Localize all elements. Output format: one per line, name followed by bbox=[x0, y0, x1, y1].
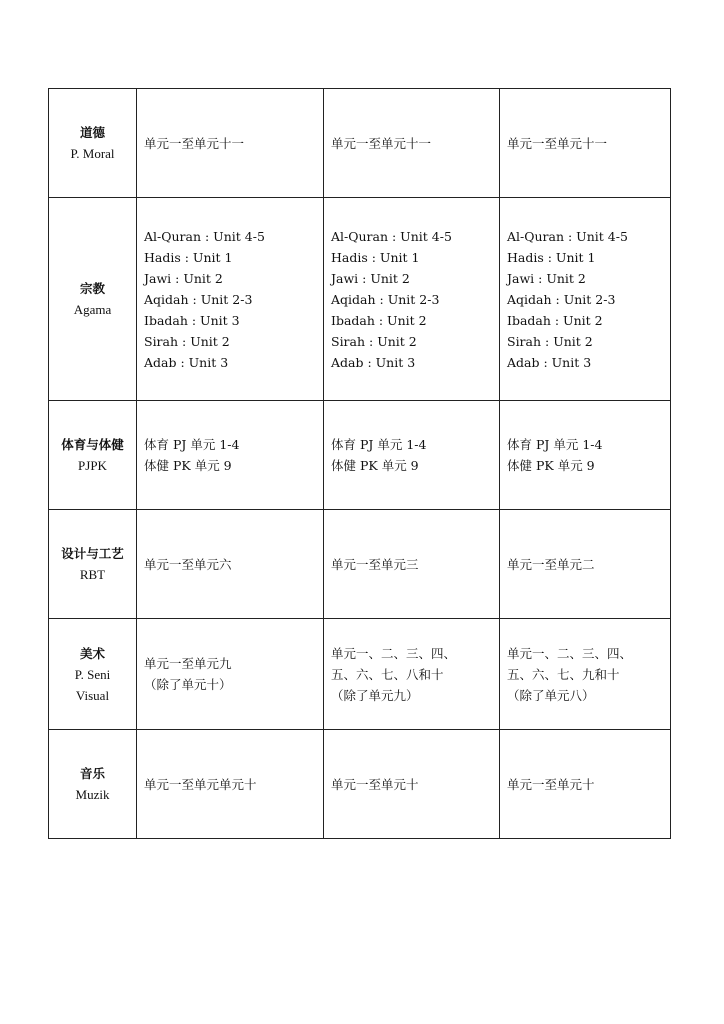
content-line: 体健 PK 单元 9 bbox=[331, 458, 419, 473]
row-seni-visual bbox=[49, 619, 671, 730]
content-line: 单元一至单元十一 bbox=[507, 135, 608, 151]
content-cell bbox=[500, 510, 671, 619]
content-line: Al-Quran : Unit 4-5 bbox=[144, 228, 265, 244]
subject-cell bbox=[49, 619, 137, 730]
content-line: 体健 PK 单元 9 bbox=[144, 458, 232, 473]
content-line: 五、六、七、九和十 bbox=[507, 666, 620, 682]
content-cell bbox=[137, 198, 324, 401]
subject-zh: 音乐 bbox=[79, 766, 105, 781]
content-line: 单元一至单元九 bbox=[144, 656, 232, 671]
content-cell bbox=[324, 730, 500, 839]
content-cell bbox=[500, 89, 671, 198]
content-line: Hadis : Unit 1 bbox=[331, 249, 420, 265]
subject-zh: 宗教 bbox=[79, 281, 105, 296]
content-cell bbox=[137, 401, 324, 510]
subject-cell bbox=[49, 198, 137, 401]
content-line: Ibadah : Unit 2 bbox=[507, 312, 603, 328]
subject-cell bbox=[49, 730, 137, 839]
row-moral bbox=[49, 89, 671, 198]
content-line: Jawi : Unit 2 bbox=[144, 270, 223, 286]
content-line: 体健 PK 单元 9 bbox=[507, 458, 595, 473]
content-line: 单元一至单元十一 bbox=[331, 135, 432, 151]
row-pjpk bbox=[49, 401, 671, 510]
row-agama bbox=[49, 198, 671, 401]
subject-zh: 美术 bbox=[79, 645, 105, 661]
content-line: （除了单元八） bbox=[507, 687, 595, 703]
content-line: Hadis : Unit 1 bbox=[144, 249, 233, 265]
content-line: Hadis : Unit 1 bbox=[507, 249, 596, 265]
subject-cell bbox=[49, 401, 137, 510]
subject-cell bbox=[49, 89, 137, 198]
content-cell bbox=[324, 619, 500, 730]
subject-cell bbox=[49, 510, 137, 619]
content-cell bbox=[137, 730, 324, 839]
content-line: Sirah : Unit 2 bbox=[144, 333, 230, 349]
content-line: 单元一、二、三、四、 bbox=[331, 645, 457, 661]
content-cell bbox=[137, 619, 324, 730]
content-line: 单元一至单元六 bbox=[144, 556, 232, 572]
subject-ms: Agama bbox=[73, 302, 112, 317]
content-cell bbox=[324, 89, 500, 198]
content-cell bbox=[137, 510, 324, 619]
subject-ms: P. Moral bbox=[70, 146, 115, 161]
syllabus-table bbox=[48, 88, 671, 839]
content-line: （除了单元九） bbox=[331, 687, 419, 703]
content-line: Aqidah : Unit 2-3 bbox=[507, 291, 616, 307]
content-line: Aqidah : Unit 2-3 bbox=[144, 291, 253, 307]
content-cell bbox=[324, 401, 500, 510]
content-line: 单元一至单元三 bbox=[331, 556, 419, 572]
subject-ms: PJPK bbox=[78, 458, 107, 473]
content-line: Sirah : Unit 2 bbox=[331, 333, 417, 349]
content-cell bbox=[137, 89, 324, 198]
content-line: 单元一至单元单元十 bbox=[144, 776, 257, 792]
content-line: 体育 PJ 单元 1-4 bbox=[144, 437, 240, 452]
content-line: 五、六、七、八和十 bbox=[331, 666, 444, 682]
content-line: Ibadah : Unit 3 bbox=[144, 312, 240, 328]
content-cell bbox=[324, 510, 500, 619]
subject-zh: 道德 bbox=[79, 125, 105, 140]
content-cell bbox=[500, 730, 671, 839]
content-line: Ibadah : Unit 2 bbox=[331, 312, 427, 328]
content-line: Aqidah : Unit 2-3 bbox=[331, 291, 440, 307]
row-muzik bbox=[49, 730, 671, 839]
content-cell bbox=[500, 198, 671, 401]
subject-zh: 体育与体健 bbox=[61, 437, 124, 452]
content-line: Jawi : Unit 2 bbox=[331, 270, 410, 286]
content-line: 单元一至单元十一 bbox=[144, 135, 245, 151]
content-line: Al-Quran : Unit 4-5 bbox=[507, 228, 628, 244]
content-line: 单元一、二、三、四、 bbox=[507, 645, 633, 661]
content-line: Jawi : Unit 2 bbox=[507, 270, 586, 286]
content-cell bbox=[500, 619, 671, 730]
subject-ms: Muzik bbox=[75, 787, 110, 802]
content-line: 单元一至单元十 bbox=[331, 776, 419, 792]
content-line: 体育 PJ 单元 1-4 bbox=[331, 437, 427, 452]
content-line: Sirah : Unit 2 bbox=[507, 333, 593, 349]
content-line: （除了单元十） bbox=[144, 677, 232, 692]
content-line: Al-Quran : Unit 4-5 bbox=[331, 228, 452, 244]
content-line: Adab : Unit 3 bbox=[144, 354, 229, 370]
content-line: 单元一至单元二 bbox=[507, 556, 595, 572]
subject-ms: Visual bbox=[75, 687, 110, 703]
subject-ms: RBT bbox=[79, 567, 106, 582]
content-line: Adab : Unit 3 bbox=[507, 354, 592, 370]
content-line: 单元一至单元十 bbox=[507, 776, 595, 792]
content-line: Adab : Unit 3 bbox=[331, 354, 416, 370]
content-line: 体育 PJ 单元 1-4 bbox=[507, 437, 603, 452]
subject-ms: P. Seni bbox=[74, 666, 111, 682]
content-cell bbox=[500, 401, 671, 510]
subject-zh: 设计与工艺 bbox=[61, 546, 124, 561]
row-rbt bbox=[49, 510, 671, 619]
content-cell bbox=[324, 198, 500, 401]
